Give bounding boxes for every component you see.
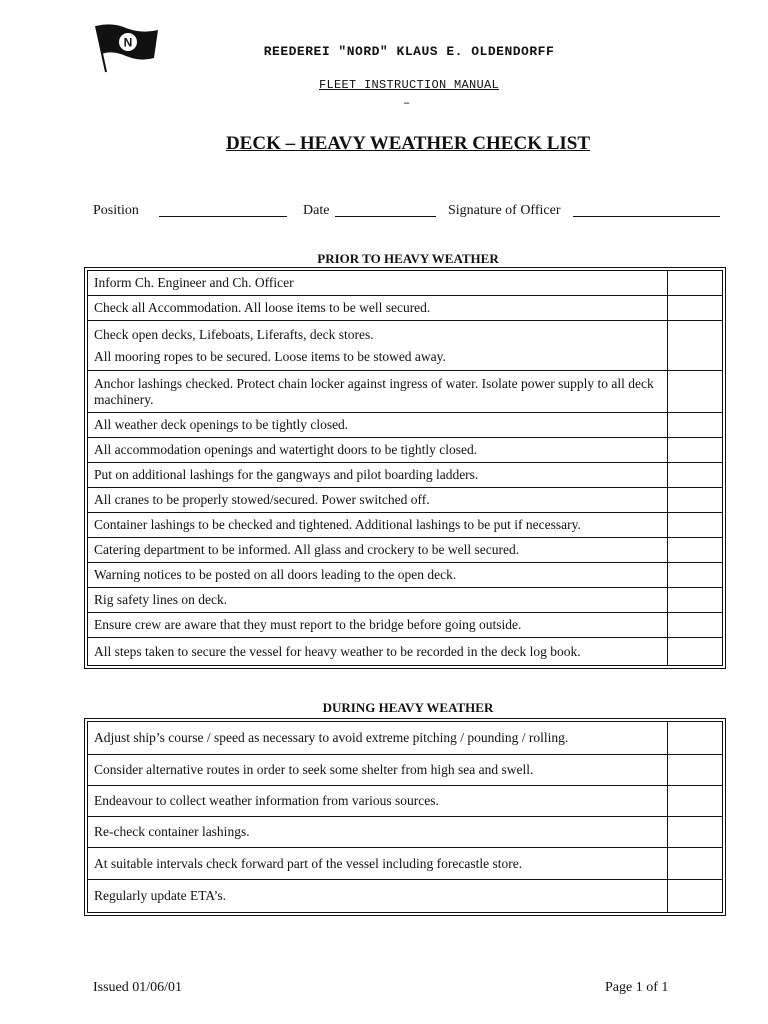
check-box[interactable]	[668, 296, 723, 321]
page-title: DECK – HEAVY WEATHER CHECK LIST	[225, 133, 591, 154]
checklist-row	[88, 786, 723, 817]
check-box[interactable]	[668, 271, 723, 296]
prior-heading: PRIOR TO HEAVY WEATHER	[317, 251, 499, 266]
checklist-row	[88, 488, 723, 513]
position-label: Position	[93, 203, 139, 218]
checklist-item: Regularly update ETA’s.	[88, 880, 668, 913]
check-box[interactable]	[668, 588, 723, 613]
checklist-row	[88, 613, 723, 638]
checklist-item: Re-check container lashings.	[88, 817, 668, 848]
checklist-row	[88, 513, 723, 538]
check-box[interactable]	[668, 848, 723, 880]
check-box[interactable]	[668, 488, 723, 513]
header-dash: –	[403, 96, 411, 110]
date-label: Date	[303, 203, 330, 218]
checklist-row	[88, 438, 723, 463]
during-heading: DURING HEAVY WEATHER	[322, 700, 494, 715]
page-number: Page 1 of 1	[605, 980, 669, 995]
checklist-item-line: All mooring ropes to be secured. Loose items to be stowed away.	[94, 348, 446, 364]
checklist-item: Catering department to be informed. All glass and crockery to be well secured.	[88, 538, 668, 563]
checklist-item: Check all Accommodation. All loose items to be well secured.	[88, 296, 668, 321]
checklist-row	[88, 755, 723, 786]
checklist-item: Rig safety lines on deck.	[88, 588, 668, 613]
check-box[interactable]	[668, 413, 723, 438]
checklist-item: All cranes to be properly stowed/secured. Power switched off.	[88, 488, 668, 513]
manual-title: FLEET INSTRUCTION MANUAL	[318, 78, 500, 92]
checklist-item: Warning notices to be posted on all doors leading to the open deck.	[88, 563, 668, 588]
check-box[interactable]	[668, 513, 723, 538]
checklist-row	[88, 538, 723, 563]
checklist-row	[88, 463, 723, 488]
checklist-item: All weather deck openings to be tightly closed.	[88, 413, 668, 438]
position-field[interactable]	[159, 203, 287, 217]
prior-checklist	[84, 267, 726, 669]
checklist-item: All accommodation openings and watertight doors to be tightly closed.	[88, 438, 668, 463]
check-box[interactable]	[668, 786, 723, 817]
checklist-row	[88, 817, 723, 848]
during-checklist	[84, 718, 726, 916]
check-box[interactable]	[668, 438, 723, 463]
company-name: REEDEREI "NORD" KLAUS E. OLDENDORFF	[263, 44, 555, 59]
check-box[interactable]	[668, 563, 723, 588]
checklist-item: Container lashings to be checked and tightened. Additional lashings to be put if necessary.	[88, 513, 668, 538]
checklist-row	[88, 880, 723, 913]
checklist-item: Put on additional lashings for the gangways and pilot boarding ladders.	[88, 463, 668, 488]
checklist-row	[88, 413, 723, 438]
signature-field[interactable]	[573, 203, 720, 217]
checklist-row	[88, 563, 723, 588]
checklist-row	[88, 271, 723, 296]
checklist-item: At suitable intervals check forward part of the vessel including forecastle store.	[88, 848, 668, 880]
checklist-item: Endeavour to collect weather information from various sources.	[88, 786, 668, 817]
checklist-row	[88, 848, 723, 880]
checklist-row	[88, 722, 723, 755]
check-box[interactable]	[668, 880, 723, 913]
check-box[interactable]	[668, 371, 723, 413]
checklist-item: Adjust ship’s course / speed as necessary to avoid extreme pitching / pounding / rolling.	[88, 722, 668, 755]
checklist-row	[88, 296, 723, 321]
date-field[interactable]	[335, 203, 436, 217]
check-box[interactable]	[668, 817, 723, 848]
check-box[interactable]	[668, 321, 723, 371]
check-box[interactable]	[668, 638, 723, 666]
check-box[interactable]	[668, 613, 723, 638]
checklist-item: Consider alternative routes in order to seek some shelter from high sea and swell.	[88, 755, 668, 786]
checklist-row	[88, 638, 723, 666]
checklist-item-line: Check open decks, Lifeboats, Liferafts, deck stores.	[94, 326, 374, 342]
checklist-item: Anchor lashings checked. Protect chain locker against ingress of water. Isolate power supply to all deck machinery.	[88, 371, 668, 413]
check-box[interactable]	[668, 755, 723, 786]
checklist-item	[88, 321, 668, 371]
check-box[interactable]	[668, 722, 723, 755]
signature-label: Signature of Officer	[448, 203, 561, 218]
issued-date: Issued 01/06/01	[93, 980, 183, 995]
logo-letter: N	[123, 35, 133, 50]
checklist-item: Inform Ch. Engineer and Ch. Officer	[88, 271, 668, 296]
checklist-row	[88, 321, 723, 371]
checklist-item: All steps taken to secure the vessel for heavy weather to be recorded in the deck log book.	[88, 638, 668, 666]
checklist-row	[88, 588, 723, 613]
checklist-item: Ensure crew are aware that they must report to the bridge before going outside.	[88, 613, 668, 638]
check-box[interactable]	[668, 538, 723, 563]
check-box[interactable]	[668, 463, 723, 488]
checklist-row	[88, 371, 723, 413]
